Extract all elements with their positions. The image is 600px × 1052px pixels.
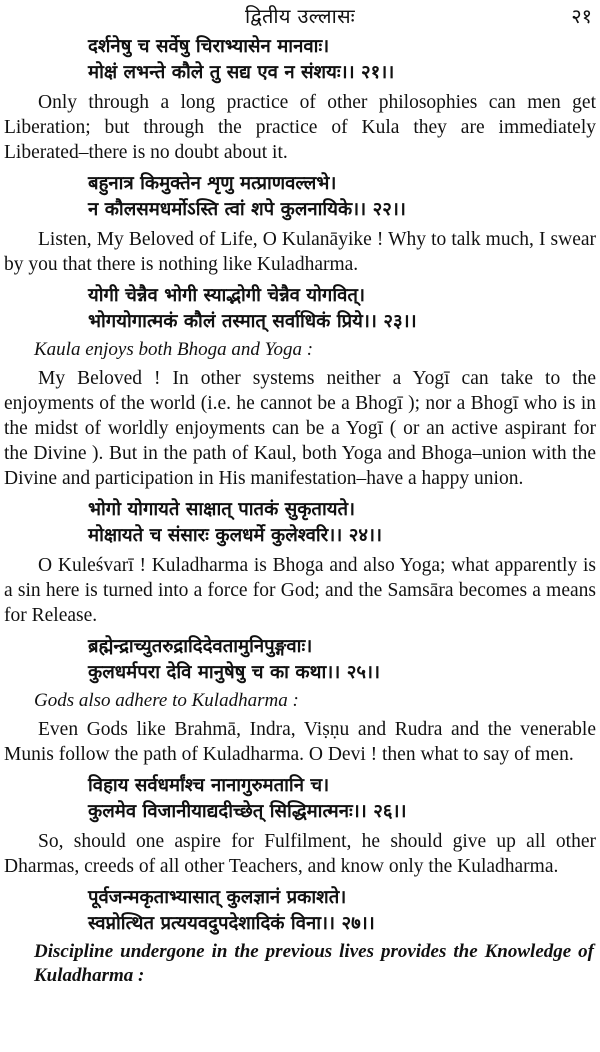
sanskrit-verse-line: मोक्षं लभन्ते कौले तु सद्य एव न संशयः।। २१।।	[88, 62, 395, 83]
paragraph-text: Listen, My Beloved of Life, O Kulanāyike ! Why to talk much, I swear by you that there is nothing like Kuladharma.	[4, 229, 596, 275]
sanskrit-verse-line: विहाय सर्वधर्मांश्च नानागुरुमतानि च।	[88, 775, 330, 796]
page-number: २१	[571, 4, 592, 28]
paragraph-text: Even Gods like Brahmā, Indra, Viṣṇu and Rudra and the venerable Munis follow the path of Kuladharma. O Devi ! then what to say of men.	[4, 719, 596, 765]
translation-paragraph	[0, 366, 600, 491]
translation-paragraph	[0, 227, 600, 277]
sanskrit-verse-line: दर्शनेषु च सर्वेषु चिराभ्यासेन मानवाः।	[88, 36, 330, 57]
page-body	[0, 34, 600, 991]
paragraph-text: My Beloved ! In other systems neither a Yogī can take to the enjoyments of the world (i.e. he cannot be a Bhogī ); nor a Bhogī who is in the midst of worldly enjoyments can be a Yogī ( or an active aspirant for the Divine ). But in the path of Kaul, both Yoga and Bhoga–union with the Divine and participation in His manifestation–have a happy union.	[4, 368, 596, 489]
sanskrit-verse-line: कुलमेव विजानीयाद्यदीच्छेत् सिद्धिमात्मनः।। २६।।	[88, 801, 407, 822]
running-title: द्वितीय उल्लासः	[245, 4, 355, 28]
translation-paragraph	[0, 829, 600, 879]
section-heading-bold: Discipline undergone in the previous lives provides the Knowledge of Kuladharma :	[34, 941, 594, 986]
page-header	[0, 4, 600, 30]
sanskrit-verse-line: भोगो योगायते साक्षात् पातकं सुकृतायते।	[88, 499, 356, 520]
sanskrit-verse-line: न कौलसमधर्मोऽस्ति त्वां शपे कुलनायिके।। २२।।	[88, 199, 406, 220]
translation-paragraph	[0, 90, 600, 165]
sanskrit-verse-line: पूर्वजन्मकृताभ्यासात् कुलज्ञानं प्रकाशते।	[88, 887, 347, 908]
sanskrit-verse-line: मोक्षायते च संसारः कुलधर्मे कुलेश्वरि।। २४।।	[88, 525, 382, 546]
section-heading: Kaula enjoys both Bhoga and Yoga :	[34, 339, 314, 360]
section-heading: Gods also adhere to Kuladharma :	[34, 690, 299, 711]
sanskrit-verse-line: भोगयोगात्मकं कौलं तस्मात् सर्वाधिकं प्रिये।। २३।।	[88, 311, 417, 332]
sanskrit-verse-line: बहुनात्र किमुक्तेन शृणु मत्प्राणवल्लभे।	[88, 173, 337, 194]
paragraph-text: So, should one aspire for Fulfilment, he should give up all other Dharmas, creeds of all other Teachers, and know only the Kuladharma.	[4, 831, 596, 877]
sanskrit-verse-line: कुलधर्मपरा देवि मानुषेषु च का कथा।। २५।।	[88, 662, 380, 683]
paragraph-text: O Kuleśvarī ! Kuladharma is Bhoga and also Yoga; what apparently is a sin here is turned into a force for God; and the Samsāra becomes a means for Release.	[4, 555, 596, 626]
sanskrit-verse-line: योगी चेन्नैव भोगी स्याद्भोगी चेन्नैव योगवित्।	[88, 285, 365, 306]
sanskrit-verse-line: स्वप्नोत्थित प्रत्ययवदुपदेशादिकं विना।। २७।।	[88, 913, 375, 934]
translation-paragraph	[0, 717, 600, 767]
translation-paragraph	[0, 553, 600, 628]
sanskrit-verse-line: ब्रह्मेन्द्राच्युतरुद्रादिदेवतामुनिपुङ्गवाः।	[88, 636, 313, 657]
paragraph-text: Only through a long practice of other philosophies can men get Liberation; but through the practice of Kula they are immediately Liberated–there is no doubt about it.	[4, 92, 596, 163]
